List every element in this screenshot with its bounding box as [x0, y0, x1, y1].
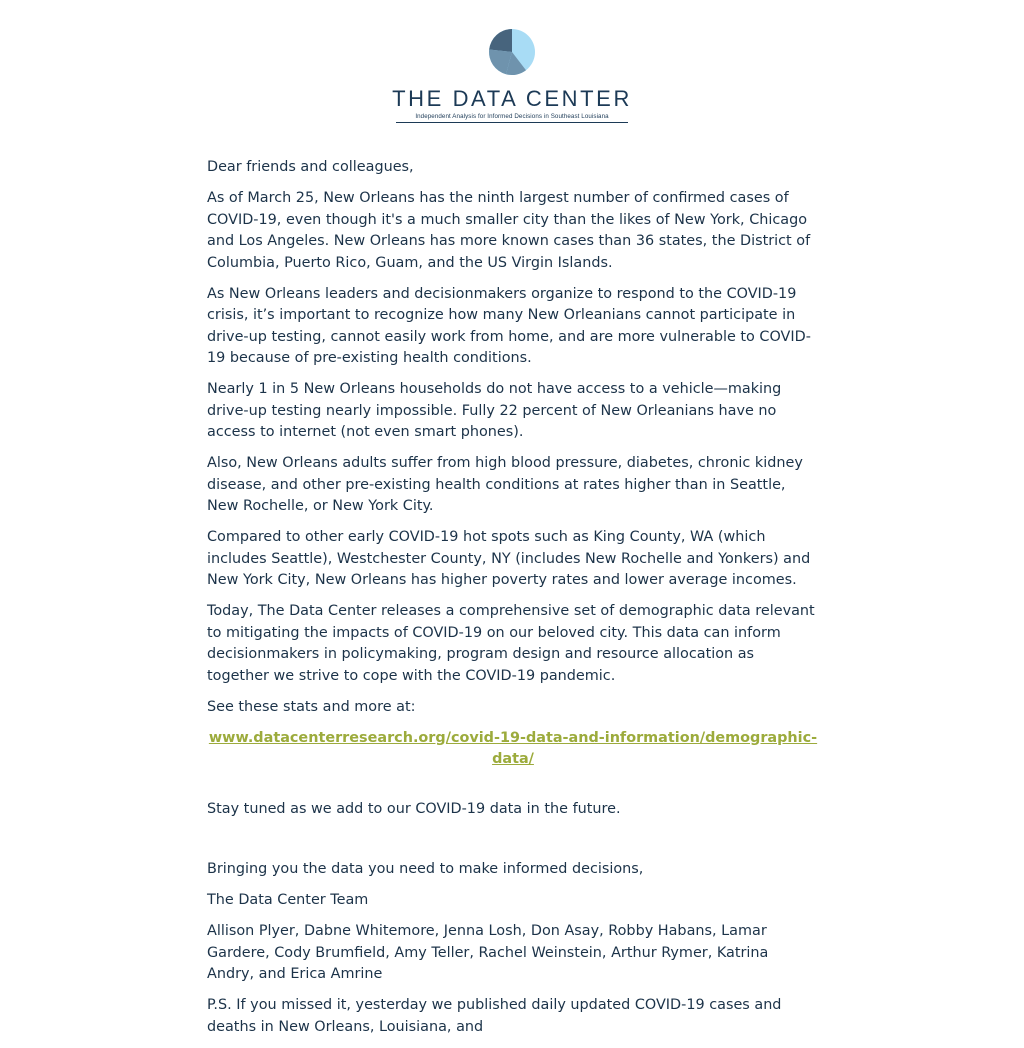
paragraph-health-conditions: Also, New Orleans adults suffer from high blood pressure, diabetes, chronic kidney disease, and other pre-existing health conditions at rates higher than in Seattle, New Rochelle, or New York City. [207, 455, 803, 514]
link-line-1: www.datacenterresearch.org/covid-19-data-and-information/demographic- [208, 729, 818, 746]
link-line-2: data/ [492, 750, 534, 767]
spacer [207, 779, 819, 799]
email-body [207, 157, 819, 1048]
closing-text: Bringing you the data you need to make informed decisions, [207, 861, 644, 877]
paragraph-response: As New Orleans leaders and decisionmakers organize to respond to the COVID-19 crisis, it’s important to recognize how many New Orleanians cannot participate in drive-up testing, cannot easily work from home, and are more vulnerable to COVID-19 because of pre-existing health conditions. [207, 285, 811, 366]
brand-name: THE DATA CENTER [392, 86, 632, 111]
paragraph-vehicle-access: Nearly 1 in 5 New Orleans households do not have access to a vehicle—making drive-up testing nearly impossible. Fully 22 percent of New Orleanians have no access to internet (not even smart phones). [207, 381, 782, 440]
stay-tuned-text: Stay tuned as we add to our COVID-19 data in the future. [207, 801, 621, 817]
paragraph-data-release: Today, The Data Center releases a comprehensive set of demographic data relevant to mitigating the impacts of COVID-19 on our beloved city. This data can inform decisionmakers in policymaking, program design and resource allocation as together we strive to cope with the COVID-19 pandemic. [207, 603, 815, 684]
brand-tagline: Independent Analysis for Informed Decisions in Southeast Louisiana [415, 113, 609, 120]
postscript: P.S. If you missed it, yesterday we published daily updated COVID-19 cases and deaths in New Orleans, Louisiana, and [207, 997, 782, 1035]
paragraph-cases: As of March 25, New Orleans has the ninth largest number of confirmed cases of COVID-19, even though it's a much smaller city than the likes of New York, Chicago and Los Angeles. New Orleans has more known cases than 36 states, the District of Columbia, Puerto Rico, Guam, and the US Virgin Islands. [207, 190, 811, 271]
data-center-logo-icon [488, 28, 536, 76]
data-link-block [207, 728, 819, 770]
see-more-text: See these stats and more at: [207, 698, 416, 715]
team-names: Allison Plyer, Dabne Whitemore, Jenna Losh, Don Asay, Robby Habans, Lamar Gardere, Cody Brumfield, Amy Teller, Rachel Weinstein, Arthur Rymer, Katrina Andry, and Erica Amrine [207, 923, 769, 982]
paragraph-hot-spots: Compared to other early COVID-19 hot spots such as King County, WA (which includes Seattle), Westchester County, NY (includes New Rochelle and Yonkers) and New York City, New Orleans has higher poverty rates and lower average incomes. [207, 529, 811, 588]
email-header [0, 28, 1024, 123]
team-signature: The Data Center Team [207, 892, 369, 908]
tagline-divider [396, 122, 628, 123]
spacer [207, 830, 819, 859]
greeting: Dear friends and colleagues, [207, 159, 414, 175]
demographic-data-link[interactable] [209, 730, 817, 767]
